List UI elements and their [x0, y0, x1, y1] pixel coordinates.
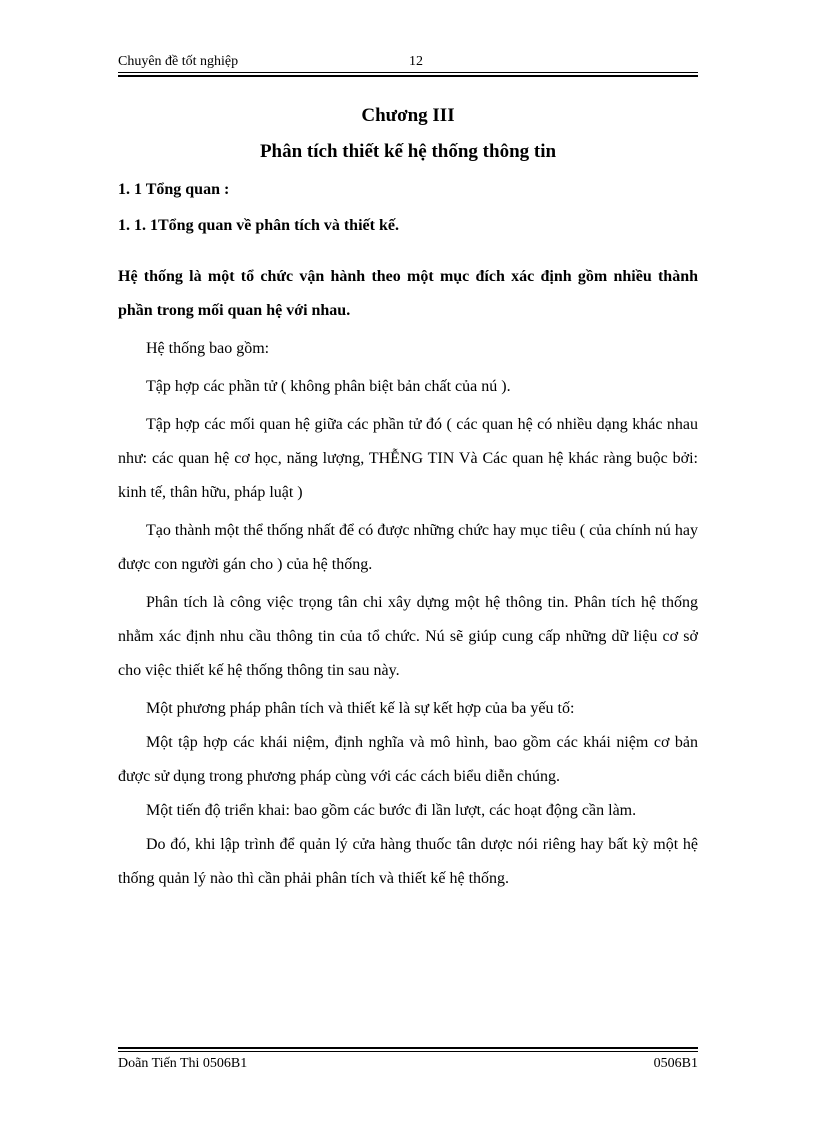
page-number: 12 — [409, 54, 423, 69]
paragraph: Tập hợp các phần tử ( không phân biệt bản chất của nú ). — [146, 378, 511, 395]
footer-author: Doãn Tiến Thi 0506B1 — [118, 1056, 248, 1071]
paragraph: Hệ thống bao gồm: — [146, 340, 270, 357]
chapter-title: Phân tích thiết kế hệ thống thông tin — [259, 141, 557, 162]
paragraph: Tạo thành một thể thống nhất để có được những chức hay mục tiêu ( của chính nú hay được con người gán cho ) của hệ thống. — [118, 522, 698, 573]
subsection-heading: 1. 1. 1Tổng quan về phân tích và thiết kế. — [118, 217, 399, 234]
chapter-heading: Chương III — [361, 105, 455, 126]
header-title: Chuyên đề tốt nghiệp — [118, 54, 239, 69]
paragraph: Phân tích là công việc trọng tân chi xây dựng một hệ thông tin. Phân tích hệ thống nhằm xác định nhu cầu thông tin của tổ chức. Nú sẽ giúp cung cấp những dữ liệu cơ sở cho việc thiết kế hệ thống thông tin sau này. — [118, 594, 698, 679]
lead-paragraph: Hệ thống là một tổ chức vận hành theo một mục đích xác định gồm nhiều thành phần trong mối quan hệ với nhau. — [118, 268, 698, 319]
paragraph: Do đó, khi lập trình để quản lý cửa hàng thuốc tân dược nói riêng hay bất kỳ một hệ thống quản lý nào thì cần phải phân tích và thiết kế hệ thống. — [118, 836, 698, 887]
header-divider — [118, 72, 698, 77]
paragraph: Một tập hợp các khái niệm, định nghĩa và mô hình, bao gồm các khái niệm cơ bản được sử dụng trong phương pháp cùng với các cách biểu diễn chúng. — [118, 734, 698, 785]
page-body — [118, 100, 698, 896]
paragraph: Tập hợp các mối quan hệ giữa các phần tử đó ( các quan hệ có nhiều dạng khác nhau như: các quan hệ cơ học, năng lượng, THỄNG TIN Và Các quan hệ khác ràng buộc bởi: kinh tế, thân hữu, pháp luật ) — [118, 416, 698, 501]
footer-code: 0506B1 — [653, 1056, 698, 1071]
paragraph: Một phương pháp phân tích và thiết kế là sự kết hợp của ba yếu tố: — [146, 700, 575, 717]
paragraph: Một tiến độ triển khai: bao gồm các bước đi lần lượt, các hoạt động cần làm. — [146, 802, 637, 819]
section-heading: 1. 1 Tổng quan : — [118, 181, 230, 198]
page-header — [118, 52, 698, 74]
footer-divider — [118, 1047, 698, 1052]
